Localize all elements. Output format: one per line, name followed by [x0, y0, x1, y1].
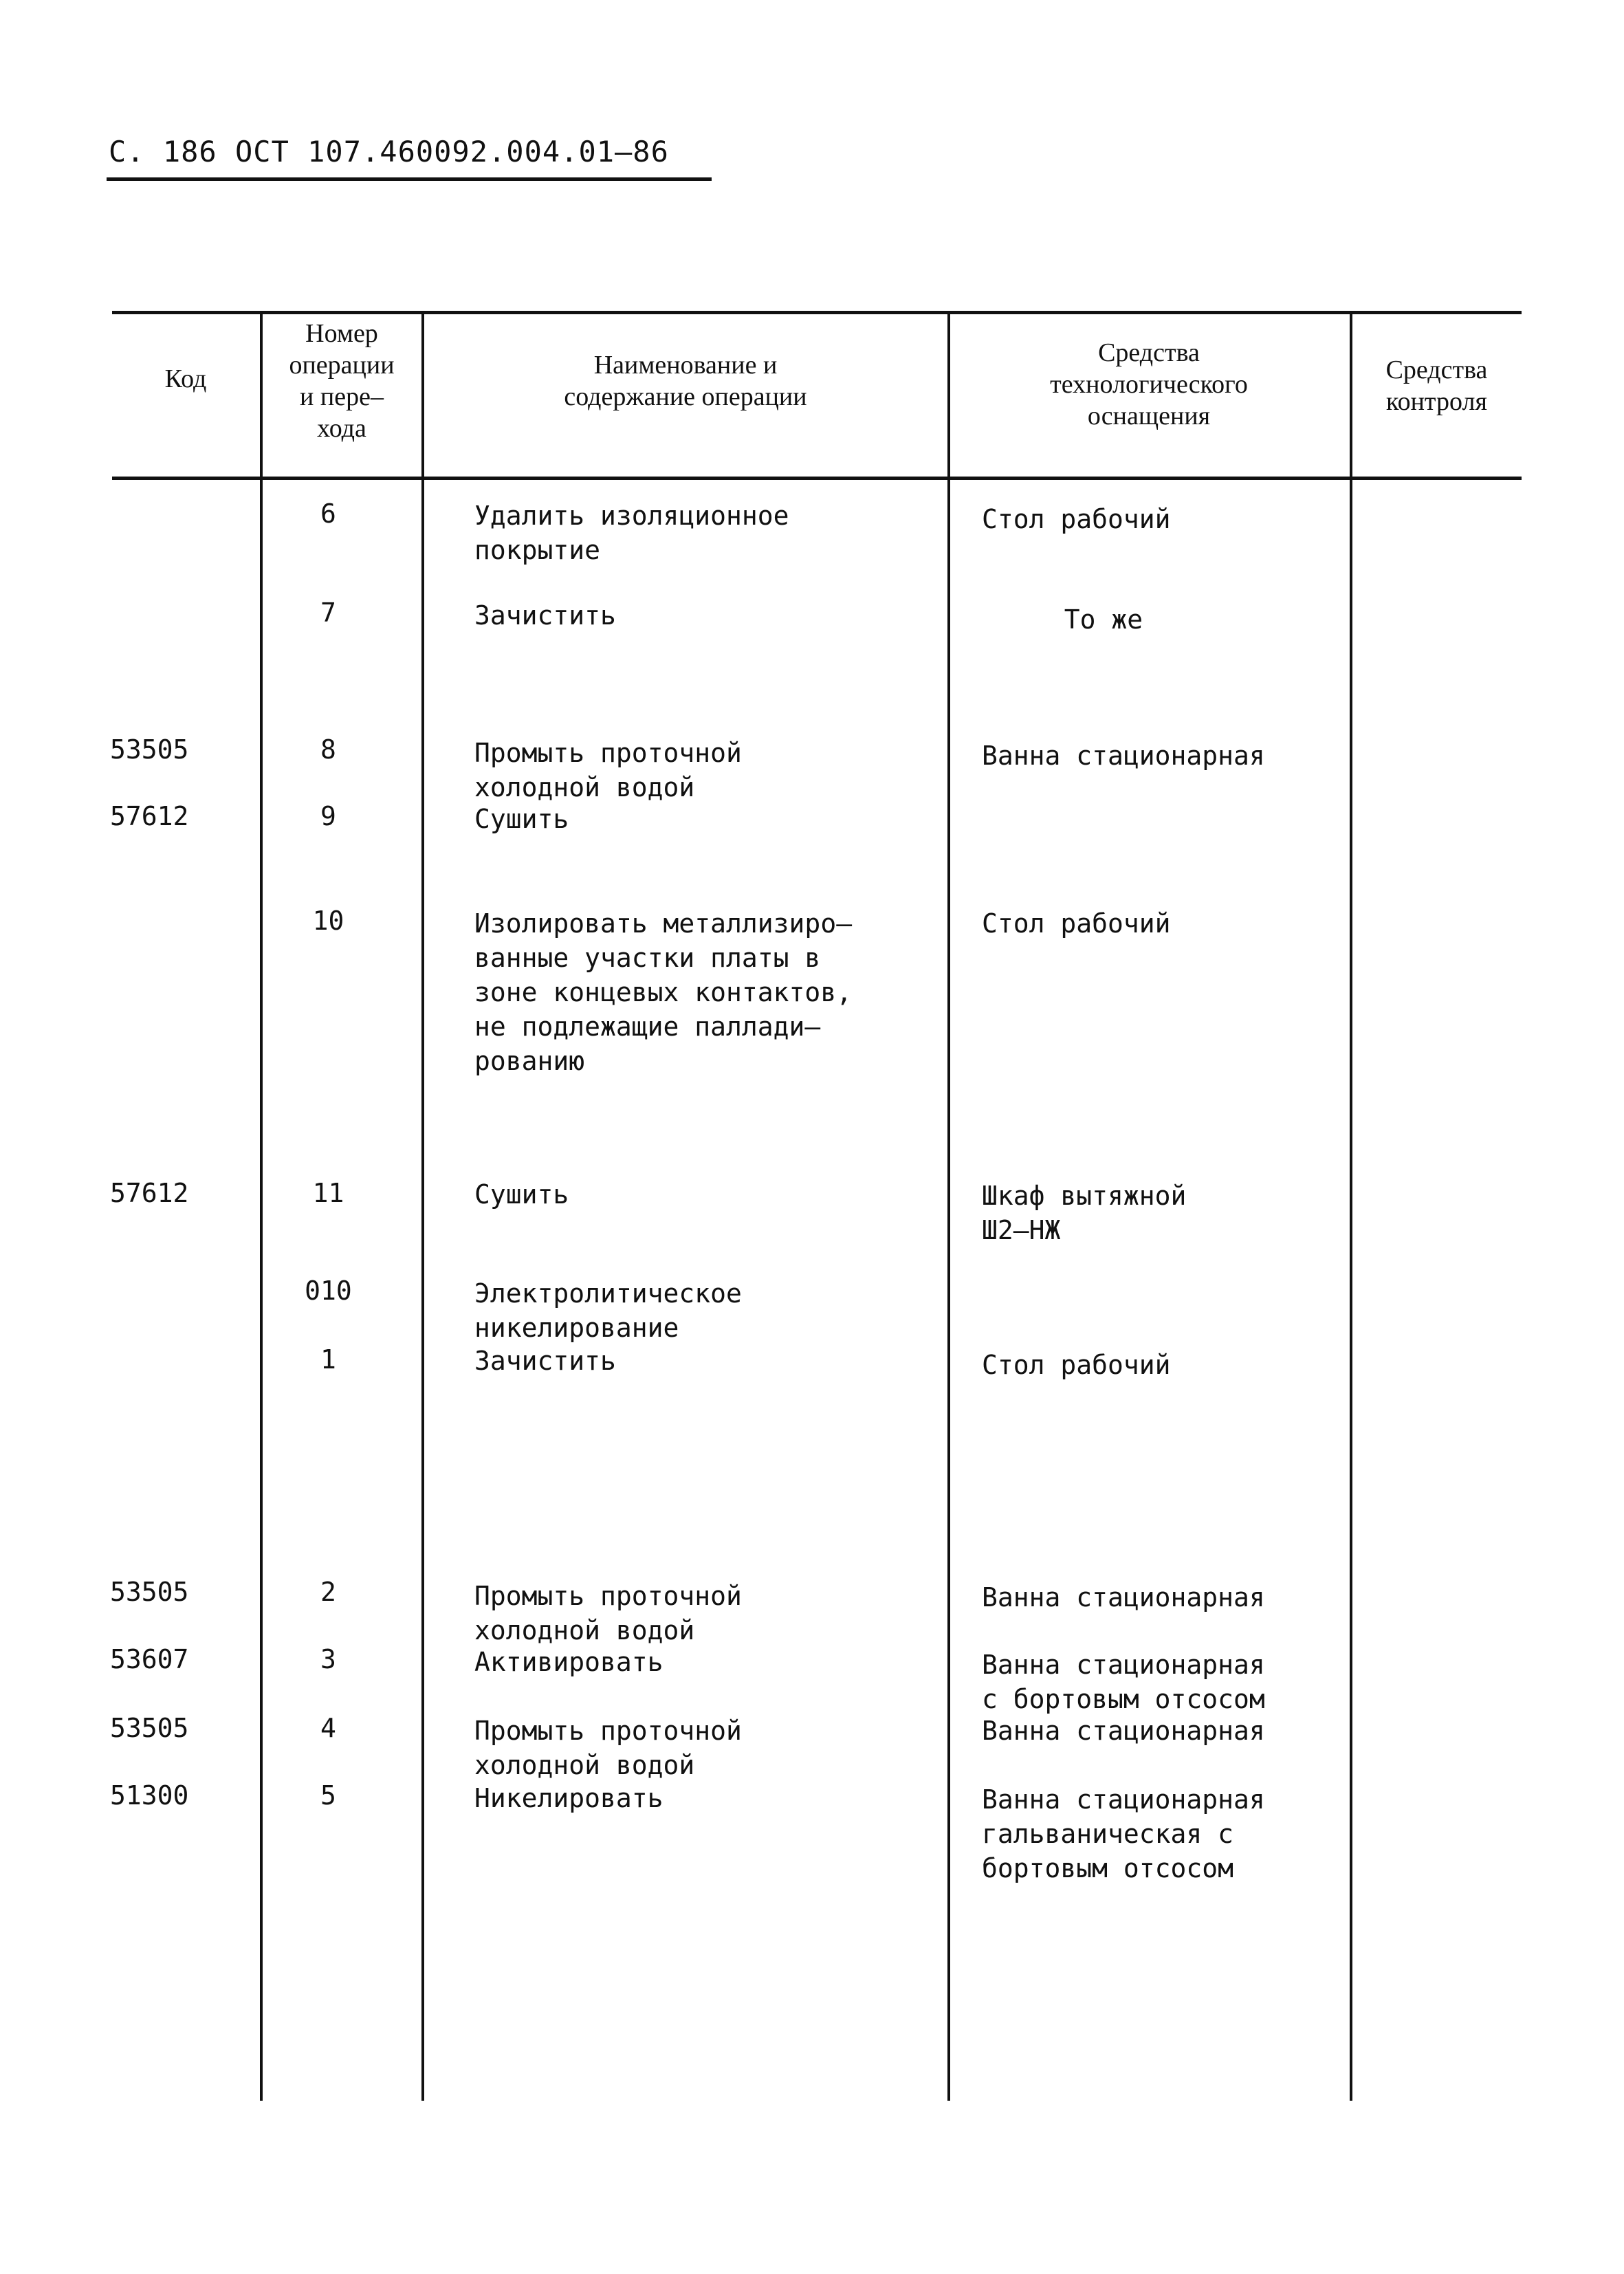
row-code: 53505 [110, 1713, 189, 1743]
col-header-code: Код [164, 364, 207, 393]
page-header: С. 186 ОСТ 107.460092.004.01–86 [109, 135, 669, 168]
row-name: Зачистить [474, 1346, 616, 1376]
row-number: 10 [312, 906, 344, 936]
row-name: Промыть проточной холодной водой [474, 1581, 742, 1646]
row-name: Сушить [474, 1179, 569, 1210]
column-divider-3 [947, 313, 950, 2101]
row-number: 010 [305, 1276, 352, 1306]
column-divider-2 [421, 313, 424, 2101]
row-equipment: Стол рабочий [982, 1350, 1171, 1380]
row-code: 53505 [110, 1577, 189, 1607]
row-name: Зачистить [474, 600, 616, 631]
row-number: 4 [320, 1713, 336, 1743]
row-number: 11 [312, 1178, 344, 1208]
row-number: 9 [320, 801, 336, 831]
row-code: 53505 [110, 734, 189, 765]
row-equipment: Ванна стационарная с бортовым отсосом [982, 1650, 1265, 1714]
table-top-rule [112, 311, 1522, 314]
row-number: 5 [320, 1780, 336, 1811]
row-number: 8 [320, 734, 336, 765]
row-equipment: Ванна стационарная гальваническая с бортовым отсосом [982, 1784, 1265, 1883]
row-name: Никелировать [474, 1783, 663, 1813]
col-header-number: Номер операции и пере– хода [289, 319, 395, 443]
row-name: Сушить [474, 804, 569, 834]
col-header-control: Средства контроля [1385, 356, 1488, 416]
column-divider-1 [260, 313, 263, 2101]
row-code: 53607 [110, 1644, 189, 1674]
row-equipment: Ванна стационарная [982, 741, 1265, 771]
row-number: 6 [320, 499, 336, 529]
row-name: Промыть проточной холодной водой [474, 738, 742, 802]
row-equipment: Стол рабочий [982, 504, 1171, 534]
row-equipment: Шкаф вытяжной Ш2–НЖ [982, 1181, 1187, 1245]
row-name: Удалить изоляционное покрытие [474, 501, 789, 565]
row-number: 3 [320, 1644, 336, 1674]
row-name: Изолировать металлизиро– ванные участки платы в зоне концевых контактов, не подлежащие паллади– рованию [474, 908, 853, 1076]
row-name: Активировать [474, 1647, 663, 1677]
column-divider-4 [1350, 313, 1352, 2101]
row-number: 1 [320, 1344, 336, 1375]
row-number: 2 [320, 1577, 336, 1607]
row-equipment: Стол рабочий [982, 908, 1171, 939]
row-code: 57612 [110, 801, 189, 831]
row-code: 57612 [110, 1178, 189, 1208]
table-header-rule [112, 477, 1522, 480]
row-name: Промыть проточной холодной водой [474, 1716, 742, 1780]
row-code: 51300 [110, 1780, 189, 1811]
row-equipment: Ванна стационарная [982, 1582, 1265, 1612]
row-number: 7 [320, 598, 336, 628]
header-underline [107, 177, 712, 181]
col-header-equipment: Средства технологического оснащения [1050, 338, 1248, 430]
row-name: Электролитическое никелирование [474, 1278, 742, 1343]
row-equipment: Ванна стационарная [982, 1716, 1265, 1746]
row-equipment: То же [1064, 604, 1143, 635]
col-header-name: Наименование и содержание операции [564, 351, 807, 411]
